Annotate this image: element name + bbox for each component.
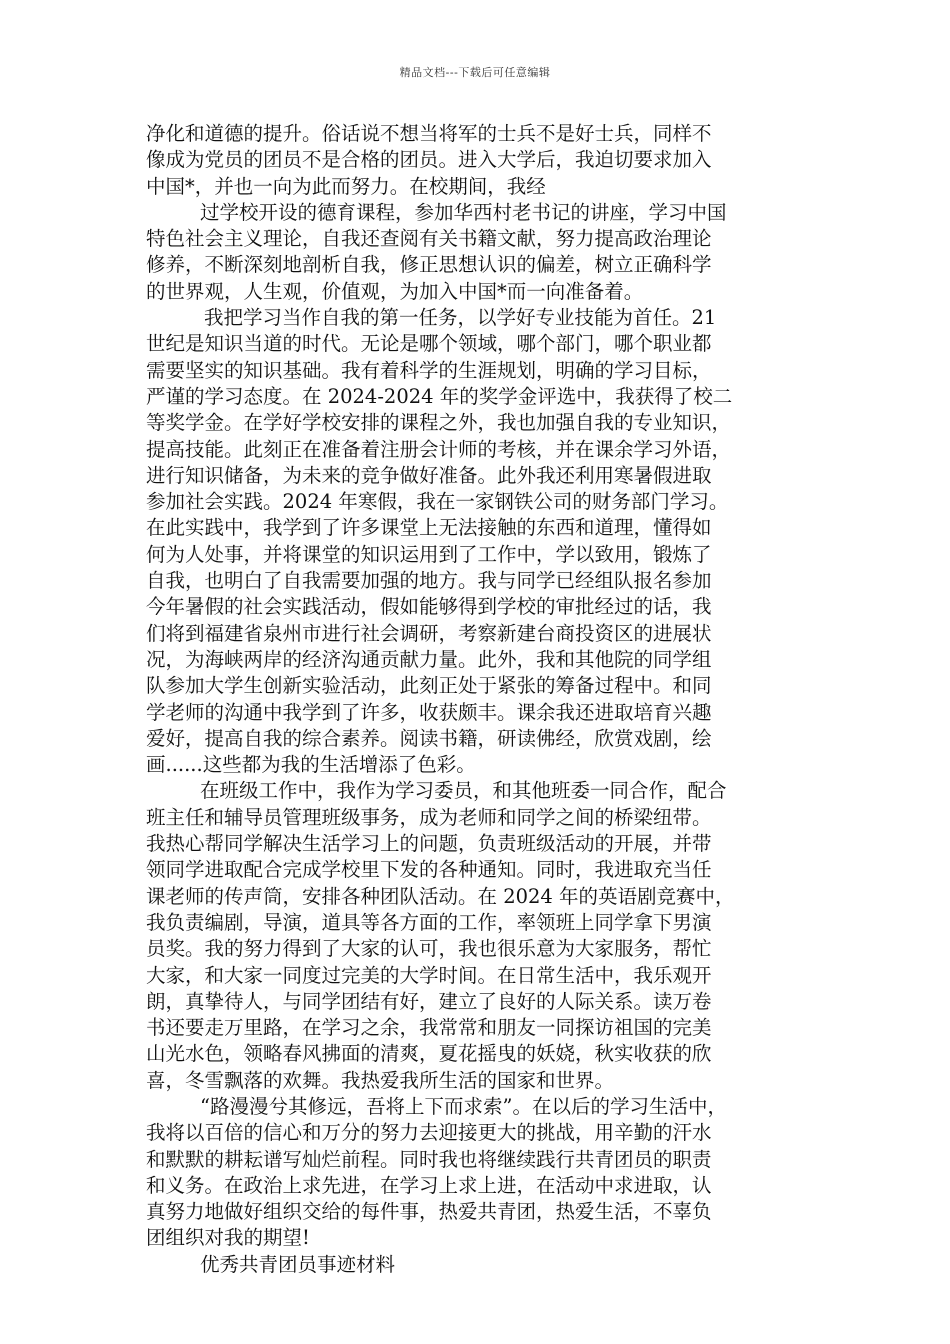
text-line: 画......这些都为我的生活增添了色彩。 <box>146 753 476 777</box>
text-line: 我热心帮同学解决生活学习上的问题，负责班级活动的开展，并带 <box>146 832 712 856</box>
text-line: 需要坚实的知识基础。我有着科学的生涯规划，明确的学习目标， <box>146 358 712 382</box>
text-line: 优秀共青团员事迹材料 <box>200 1252 396 1276</box>
text-line: 像成为党员的团员不是合格的团员。进入大学后，我迫切要求加入 <box>146 148 712 172</box>
text-line: 今年暑假的社会实践活动，假如能够得到学校的审批经过的话，我 <box>146 595 712 619</box>
text-line: 世纪是知识当道的时代。无论是哪个领域，哪个部门，哪个职业都 <box>146 332 712 356</box>
text-line: 真努力地做好组织交给的每件事，热爱共青团，热爱生活，不辜负 <box>146 1200 712 1224</box>
text-line: 和义务。在政治上求先进，在学习上求上进，在活动中求进取，认 <box>146 1173 712 1197</box>
text-line: 团组织对我的期望! <box>146 1226 310 1250</box>
text-line: 特色社会主义理论，自我还查阅有关书籍文献，努力提高政治理论 <box>146 227 712 251</box>
text-line: 领同学进取配合完成学校里下发的各种通知。同时，我进取充当任 <box>146 858 712 882</box>
text-line: 我将以百倍的信心和万分的努力去迎接更大的挑战，用辛勤的汗水 <box>146 1121 712 1145</box>
text-line: 何为人处事，并将课堂的知识运用到了工作中，学以致用，锻炼了 <box>146 542 712 566</box>
text-line: 在班级工作中，我作为学习委员，和其他班委一同合作，配合 <box>200 779 727 803</box>
text-line: 们将到福建省泉州市进行社会调研，考察新建台商投资区的进展状 <box>146 621 712 645</box>
text-line: 学老师的沟通中我学到了许多，收获颇丰。课余我还进取培育兴趣 <box>146 700 712 724</box>
document-body <box>146 121 806 1278</box>
text-line: 提高技能。此刻正在准备着注册会计师的考核，并在课余学习外语， <box>146 437 732 461</box>
text-line: “路漫漫兮其修远，吾将上下而求索”。在以后的学习生活中， <box>200 1094 727 1118</box>
text-line: 修养，不断深刻地剖析自我，修正思想认识的偏差，树立正确科学 <box>146 253 712 277</box>
text-line: 参加社会实践。2024 年寒假，我在一家钢铁公司的财务部门学习。 <box>146 490 729 514</box>
text-line: 我把学习当作自我的第一任务，以学好专业技能为首任。21 <box>204 306 717 330</box>
text-line: 朗，真挚待人，与同学团结有好，建立了良好的人际关系。读万卷 <box>146 989 712 1013</box>
text-line: 员奖。我的努力得到了大家的认可，我也很乐意为大家服务，帮忙 <box>146 937 712 961</box>
text-line: 等奖学金。在学好学校安排的课程之外，我也加强自我的专业知识， <box>146 411 732 435</box>
text-line: 书还要走万里路，在学习之余，我常常和朋友一同探访祖国的完美 <box>146 1016 712 1040</box>
text-line: 严谨的学习态度。在 2024-2024 年的奖学金评选中，我获得了校二 <box>146 384 733 408</box>
text-line: 爱好，提高自我的综合素养。阅读书籍，研读佛经，欣赏戏剧，绘 <box>146 726 712 750</box>
text-line: 的世界观，人生观，价值观，为加入中国*而一向准备着。 <box>146 279 644 303</box>
text-line: 班主任和辅导员管理班级事务，成为老师和同学之间的桥梁纽带。 <box>146 805 712 829</box>
page-header: 精品文档---下载后可任意编辑 <box>399 66 551 79</box>
text-line: 喜，冬雪飘落的欢舞。我热爱我所生活的国家和世界。 <box>146 1068 615 1092</box>
text-line: 自我，也明白了自我需要加强的地方。我与同学已经组队报名参加 <box>146 569 712 593</box>
text-line: 况，为海峡两岸的经济沟通贡献力量。此外，我和其他院的同学组 <box>146 647 712 671</box>
text-line: 课老师的传声筒，安排各种团队活动。在 2024 年的英语剧竞赛中， <box>146 884 735 908</box>
text-line: 在此实践中，我学到了许多课堂上无法接触的东西和道理，懂得如 <box>146 516 712 540</box>
text-line: 中国*，并也一向为此而努力。在校期间，我经 <box>146 174 546 198</box>
text-line: 进行知识储备，为未来的竞争做好准备。此外我还利用寒暑假进取 <box>146 463 712 487</box>
text-line: 过学校开设的德育课程，参加华西村老书记的讲座，学习中国 <box>200 200 727 224</box>
text-line: 山光水色，领略春风拂面的清爽，夏花摇曳的妖娆，秋实收获的欣 <box>146 1042 712 1066</box>
text-line: 净化和道德的提升。俗话说不想当将军的士兵不是好士兵，同样不 <box>146 122 712 145</box>
text-line: 我负责编剧，导演，道具等各方面的工作，率领班上同学拿下男演 <box>146 910 712 934</box>
text-line: 大家，和大家一同度过完美的大学时间。在日常生活中，我乐观开 <box>146 963 712 987</box>
text-line: 队参加大学生创新实验活动，此刻正处于紧张的筹备过程中。和同 <box>146 674 712 698</box>
text-line: 和默默的耕耘谱写灿烂前程。同时我也将继续践行共青团员的职责 <box>146 1147 712 1171</box>
